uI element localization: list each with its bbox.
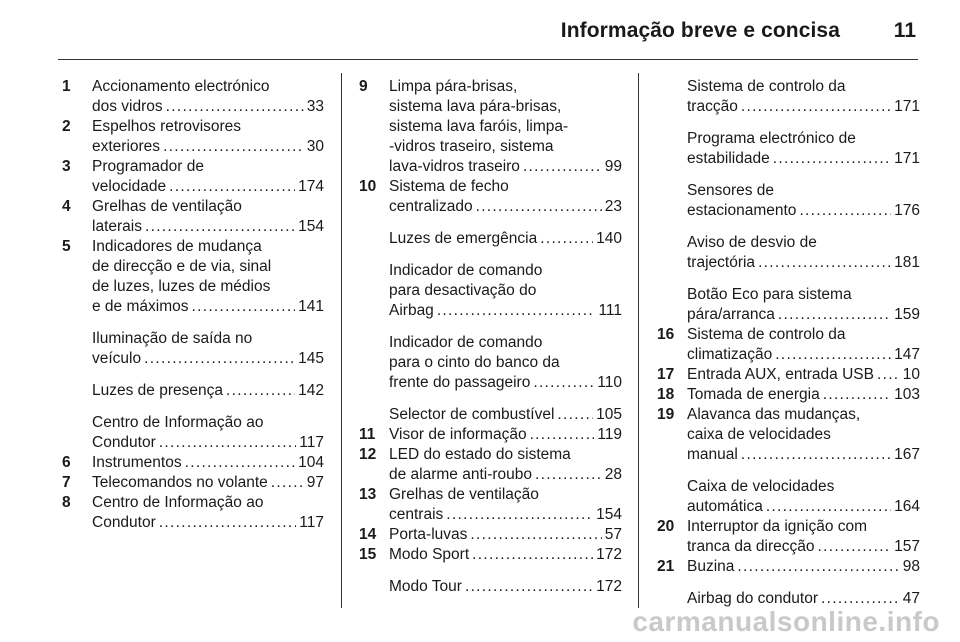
dot-leader xyxy=(540,229,593,249)
callout-number: 20 xyxy=(657,518,675,535)
callout-number: 14 xyxy=(359,526,377,543)
dot-leader xyxy=(530,425,595,445)
dot-leader xyxy=(476,197,602,217)
index-entry xyxy=(62,473,324,493)
entry-text-line: Centro de Informação ao xyxy=(92,414,264,431)
entry-last-line xyxy=(687,253,920,273)
index-entry xyxy=(62,197,324,237)
index-entry xyxy=(62,413,324,453)
callout-number: 16 xyxy=(657,326,675,343)
entry-text-line: manual xyxy=(687,446,738,463)
index-entry xyxy=(657,365,920,385)
page-reference: 117 xyxy=(299,514,324,531)
entry-last-line xyxy=(687,557,920,577)
index-entry xyxy=(657,385,920,405)
entry-text-line: climatização xyxy=(687,346,773,363)
entry-last-line xyxy=(92,97,324,117)
index-column-1 xyxy=(62,77,324,533)
entry-text-line: Iluminação de saída no xyxy=(92,330,253,347)
index-entry xyxy=(62,237,324,317)
dot-leader xyxy=(185,453,296,473)
index-entry xyxy=(62,453,324,473)
entry-last-line xyxy=(389,229,622,249)
entry-last-line xyxy=(92,473,324,493)
index-column-3 xyxy=(657,77,920,609)
page-reference: 28 xyxy=(604,466,622,483)
entry-last-line xyxy=(687,345,920,365)
entry-text-line: Alavanca das mudanças, xyxy=(687,406,861,423)
index-entry xyxy=(359,545,622,565)
dot-leader xyxy=(799,201,891,221)
callout-number: 13 xyxy=(359,486,377,503)
callout-number: 17 xyxy=(657,366,675,383)
entry-text-line: Airbag xyxy=(389,302,434,319)
entry-text-line: Sistema de fecho xyxy=(389,178,509,195)
entry-last-line xyxy=(92,177,324,197)
page-reference: 10 xyxy=(902,366,920,383)
index-entry xyxy=(359,177,622,217)
page-reference: 172 xyxy=(596,578,622,595)
header-rule xyxy=(58,59,918,60)
page-reference: 171 xyxy=(894,150,920,167)
entry-text-line: centralizado xyxy=(389,198,473,215)
entry-last-line xyxy=(389,425,622,445)
page-reference: 140 xyxy=(596,230,622,247)
entry-last-line xyxy=(389,301,622,321)
entry-text-line: Programa electrónico de xyxy=(687,130,856,147)
entry-text-line: Telecomandos no volante xyxy=(92,474,268,491)
entry-last-line xyxy=(389,373,622,393)
callout-number: 15 xyxy=(359,546,377,563)
dot-leader xyxy=(159,513,297,533)
index-entry xyxy=(62,117,324,157)
index-entry xyxy=(62,493,324,533)
dot-leader xyxy=(159,433,297,453)
index-entry xyxy=(359,405,622,425)
dot-leader xyxy=(470,525,601,545)
column-divider-2 xyxy=(638,73,639,608)
index-entry xyxy=(359,425,622,445)
page-reference: 154 xyxy=(298,218,324,235)
entry-text-line: Grelhas de ventilação xyxy=(92,198,242,215)
entry-text-line: centrais xyxy=(389,506,444,523)
entry-text-line: Luzes de emergência xyxy=(389,230,538,247)
dot-leader xyxy=(775,345,891,365)
entry-last-line xyxy=(687,537,920,557)
entry-last-line xyxy=(389,505,622,525)
entry-last-line xyxy=(92,217,324,237)
entry-last-line xyxy=(389,405,622,425)
entry-last-line xyxy=(389,197,622,217)
callout-number: 8 xyxy=(62,494,71,511)
page-title: Informação breve e concisa xyxy=(560,19,840,42)
dot-leader xyxy=(557,405,593,425)
entry-text-line: Indicadores de mudança xyxy=(92,238,262,255)
index-entry xyxy=(359,445,622,485)
page-reference: 157 xyxy=(894,538,920,555)
entry-text-line: Interruptor da ignição com xyxy=(687,518,868,535)
callout-number: 19 xyxy=(657,406,675,423)
dot-leader xyxy=(773,149,891,169)
entry-last-line xyxy=(92,433,324,453)
index-entry xyxy=(657,557,920,577)
callout-number: 7 xyxy=(62,474,71,491)
index-entry xyxy=(359,261,622,321)
index-entry xyxy=(359,577,622,597)
entry-text-line: Condutor xyxy=(92,514,156,531)
entry-text-line: Tomada de energia xyxy=(687,386,820,403)
callout-number: 1 xyxy=(62,78,71,95)
index-entry xyxy=(62,77,324,117)
callout-number: 12 xyxy=(359,446,377,463)
dot-leader xyxy=(877,365,900,385)
page-reference: 167 xyxy=(894,446,920,463)
page-header xyxy=(0,0,960,60)
index-entry xyxy=(657,477,920,517)
entry-text-line: Modo Tour xyxy=(389,578,462,595)
entry-text-line: trajectória xyxy=(687,254,756,271)
callout-number: 5 xyxy=(62,238,71,255)
entry-text-line: caixa de velocidades xyxy=(687,426,831,443)
dot-leader xyxy=(446,505,593,525)
index-entry xyxy=(62,329,324,369)
entry-last-line xyxy=(92,349,324,369)
dot-leader xyxy=(758,253,891,273)
entry-text-line: de alarme anti-roubo xyxy=(389,466,533,483)
page-reference: 164 xyxy=(894,498,920,515)
entry-last-line xyxy=(92,137,324,157)
dot-leader xyxy=(778,305,891,325)
entry-text-line: Sensores de xyxy=(687,182,775,199)
entry-last-line xyxy=(687,365,920,385)
entry-last-line xyxy=(687,201,920,221)
index-entry xyxy=(359,525,622,545)
page-reference: 142 xyxy=(298,382,324,399)
page-reference: 147 xyxy=(894,346,920,363)
page-reference: 57 xyxy=(604,526,622,543)
entry-last-line xyxy=(687,305,920,325)
entry-last-line xyxy=(389,525,622,545)
dot-leader xyxy=(163,137,304,157)
page-reference: 145 xyxy=(298,350,324,367)
callout-number: 2 xyxy=(62,118,71,135)
dot-leader xyxy=(226,381,295,401)
dot-leader xyxy=(465,577,593,597)
page-reference: 110 xyxy=(597,374,622,391)
entry-last-line xyxy=(389,465,622,485)
entry-text-line: Entrada AUX, entrada USB xyxy=(687,366,874,383)
page-reference: 159 xyxy=(894,306,920,323)
entry-text-line: de direcção e de via, sinal xyxy=(92,258,272,275)
entry-text-line: Selector de combustível xyxy=(389,406,555,423)
entry-text-line: Buzina xyxy=(687,558,735,575)
callout-number: 18 xyxy=(657,386,675,403)
dot-leader xyxy=(737,557,899,577)
page-reference: 33 xyxy=(306,98,324,115)
dot-leader xyxy=(166,97,304,117)
entry-text-line: Accionamento electrónico xyxy=(92,78,270,95)
page-reference: 111 xyxy=(598,302,622,319)
dot-leader xyxy=(818,537,892,557)
dot-leader xyxy=(144,349,295,369)
index-entry xyxy=(657,325,920,365)
page-reference: 99 xyxy=(604,158,622,175)
page-reference: 47 xyxy=(902,590,920,607)
entry-text-line: Airbag do condutor xyxy=(687,590,818,607)
entry-text-line: Programador de xyxy=(92,158,205,175)
entry-text-line: veículo xyxy=(92,350,142,367)
dot-leader xyxy=(533,373,594,393)
dot-leader xyxy=(766,497,891,517)
page-reference: 105 xyxy=(596,406,622,423)
page-reference: 154 xyxy=(596,506,622,523)
index-entry xyxy=(657,181,920,221)
entry-text-line: Centro de Informação ao xyxy=(92,494,264,511)
entry-text-line: Modo Sport xyxy=(389,546,470,563)
callout-number: 9 xyxy=(359,78,368,95)
entry-text-line: tracção xyxy=(687,98,738,115)
index-entry xyxy=(62,381,324,401)
page-reference: 171 xyxy=(894,98,920,115)
entry-last-line xyxy=(389,577,622,597)
page-number: 11 xyxy=(893,19,916,42)
entry-last-line xyxy=(687,149,920,169)
page-reference: 172 xyxy=(596,546,622,563)
index-entry xyxy=(359,229,622,249)
index-entry xyxy=(657,517,920,557)
dot-leader xyxy=(741,445,891,465)
page-reference: 174 xyxy=(298,178,324,195)
entry-text-line: Visor de informação xyxy=(389,426,527,443)
page-reference: 103 xyxy=(894,386,920,403)
dot-leader xyxy=(191,297,295,317)
page-reference: 181 xyxy=(894,254,920,271)
entry-text-line: Aviso de desvio de xyxy=(687,234,817,251)
index-entry xyxy=(657,77,920,117)
page-reference: 117 xyxy=(299,434,324,451)
page-reference: 98 xyxy=(902,558,920,575)
entry-text-line: Porta-luvas xyxy=(389,526,468,543)
entry-text-line: Luzes de presença xyxy=(92,382,223,399)
callout-number: 6 xyxy=(62,454,71,471)
index-entry xyxy=(359,485,622,525)
entry-text-line: para o cinto do banco da xyxy=(389,354,560,371)
entry-last-line xyxy=(389,545,622,565)
entry-last-line xyxy=(389,157,622,177)
callout-number: 10 xyxy=(359,178,377,195)
entry-text-line: sistema lava pára-brisas, xyxy=(389,98,562,115)
callout-number: 11 xyxy=(359,426,376,443)
page-reference: 23 xyxy=(604,198,622,215)
dot-leader xyxy=(145,217,295,237)
entry-last-line xyxy=(687,385,920,405)
entry-text-line: Limpa pára-brisas, xyxy=(389,78,518,95)
entry-text-line: velocidade xyxy=(92,178,167,195)
dot-leader xyxy=(437,301,596,321)
page-reference: 97 xyxy=(306,474,324,491)
column-divider-1 xyxy=(341,73,342,608)
page-reference: 119 xyxy=(597,426,622,443)
entry-text-line: Indicador de comando xyxy=(389,334,543,351)
entry-text-line: dos vidros xyxy=(92,98,163,115)
entry-text-line: Grelhas de ventilação xyxy=(389,486,539,503)
entry-text-line: -vidros traseiro, sistema xyxy=(389,138,554,155)
entry-text-line: LED do estado do sistema xyxy=(389,446,571,463)
entry-text-line: estacionamento xyxy=(687,202,797,219)
index-column-2 xyxy=(359,77,622,597)
entry-text-line: Botão Eco para sistema xyxy=(687,286,852,303)
entry-text-line: estabilidade xyxy=(687,150,770,167)
entry-text-line: tranca da direcção xyxy=(687,538,815,555)
entry-text-line: Condutor xyxy=(92,434,156,451)
watermark: carmanualsonline.info xyxy=(632,606,940,637)
entry-text-line: Indicador de comando xyxy=(389,262,543,279)
dot-leader xyxy=(823,385,891,405)
entry-last-line xyxy=(687,445,920,465)
entry-text-line: e de máximos xyxy=(92,298,189,315)
page-reference: 141 xyxy=(298,298,324,315)
page-reference: 30 xyxy=(306,138,324,155)
index-entry xyxy=(657,285,920,325)
dot-leader xyxy=(523,157,602,177)
index-entry xyxy=(657,233,920,273)
callout-number: 4 xyxy=(62,198,71,215)
dot-leader xyxy=(169,177,295,197)
index-entry xyxy=(62,157,324,197)
entry-last-line xyxy=(92,513,324,533)
entry-text-line: frente do passageiro xyxy=(389,374,531,391)
entry-text-line: sistema lava faróis, limpa- xyxy=(389,118,569,135)
dot-leader xyxy=(535,465,602,485)
entry-last-line xyxy=(687,497,920,517)
dot-leader xyxy=(472,545,593,565)
entry-last-line xyxy=(687,97,920,117)
entry-text-line: automática xyxy=(687,498,763,515)
entry-text-line: Espelhos retrovisores xyxy=(92,118,242,135)
entry-text-line: laterais xyxy=(92,218,142,235)
index-entry xyxy=(657,129,920,169)
page-reference: 104 xyxy=(298,454,324,471)
entry-last-line xyxy=(92,381,324,401)
entry-text-line: Sistema de controlo da xyxy=(687,78,846,95)
dot-leader xyxy=(271,473,304,493)
index-entry xyxy=(657,405,920,465)
entry-text-line: para desactivação do xyxy=(389,282,537,299)
index-entry xyxy=(359,333,622,393)
entry-text-line: lava-vidros traseiro xyxy=(389,158,520,175)
entry-text-line: Caixa de velocidades xyxy=(687,478,835,495)
callout-number: 3 xyxy=(62,158,71,175)
entry-last-line xyxy=(92,297,324,317)
callout-number: 21 xyxy=(657,558,675,575)
index-entry xyxy=(359,77,622,177)
dot-leader xyxy=(741,97,891,117)
page-reference: 176 xyxy=(894,202,920,219)
entry-text-line: exteriores xyxy=(92,138,161,155)
entry-text-line: pára/arranca xyxy=(687,306,775,323)
entry-text-line: Sistema de controlo da xyxy=(687,326,846,343)
entry-text-line: de luzes, luzes de médios xyxy=(92,278,271,295)
entry-last-line xyxy=(92,453,324,473)
entry-text-line: Instrumentos xyxy=(92,454,182,471)
